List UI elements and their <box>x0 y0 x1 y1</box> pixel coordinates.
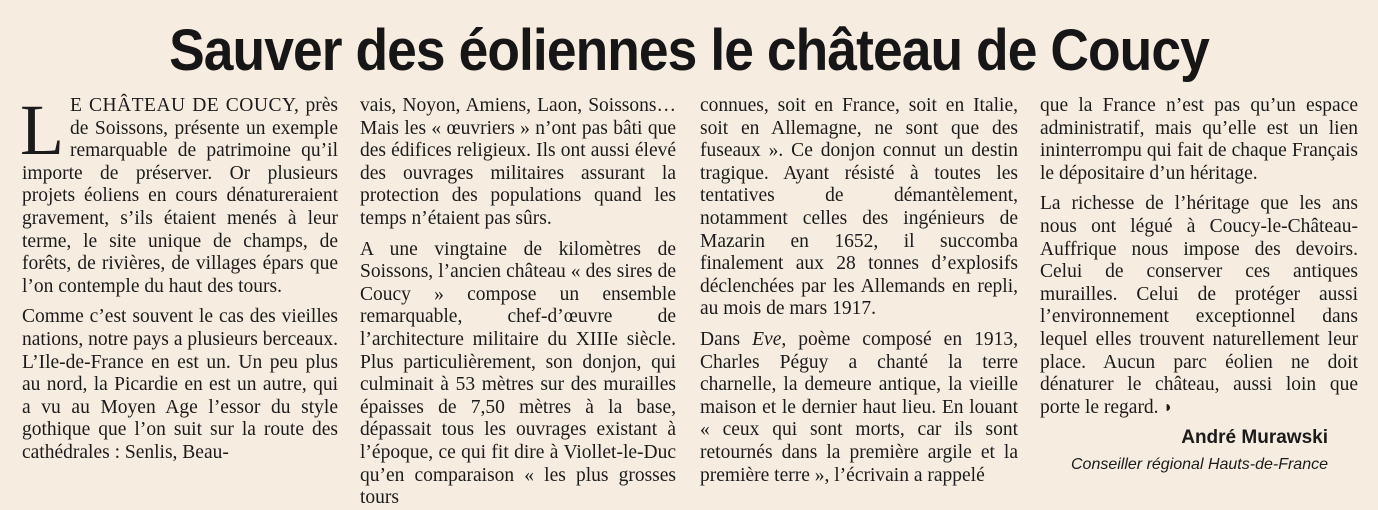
paragraph-1 <box>20 90 339 298</box>
paragraph-7: que la France n’est pas qu’un espace administratif, mais qu’elle est un lien ininterrompu qui fait de chaque Français le dépositaire d’un héritage. <box>1040 95 1358 184</box>
paragraph-5: connues, soit en France, soit en Italie, soit en Allemagne, ne sont que des fuseaux ». Ce donjon connut un destin tragique. Ayant résisté à toutes les tentatives de démantèlement, notamment celles des ingénieurs de Mazarin en 1652, il succomba finalement aux 28 tonnes d’explosifs déclenchées par les Allemands en repli, au mois de mars 1917. <box>700 95 1018 320</box>
article-column-1 <box>20 90 339 465</box>
paragraph-6-text: , poème composé en 1913, Charles Péguy a chanté la terre charnelle, la demeure antique, la vieille maison et le dernier haut lieu. En louant « ceux qui sont morts, car ils sont retournés dans la première argile et la première terre », l’écrivain a rappelé <box>700 328 1018 486</box>
paragraph-8-text: La richesse de l’héritage que les ans nous ont légué à Coucy-le-Château-Auffrique nous impose des devoirs. Celui de conserver ces antiques murailles. Celui de protéger aussi l’environnement exceptionnel dans lequel elles trouvent naturellement leur place. Aucun parc éolien ne doit dénaturer le château, aussi loin que porte le regard. <box>1040 193 1358 418</box>
article-column-2 <box>360 95 676 510</box>
drop-cap: L <box>20 90 64 170</box>
poem-title: Eve <box>752 328 782 350</box>
lead-in: E CHÂTEAU DE COUCY, <box>69 95 300 116</box>
article-headline: Sauver des éoliennes le château de Coucy <box>169 18 1209 83</box>
article-column-4 <box>1040 95 1358 420</box>
article-column-3 <box>700 95 1018 487</box>
paragraph-6-lead: Dans <box>700 328 753 350</box>
paragraph-3: vais, Noyon, Amiens, Laon, Soissons… Mais les « œuvriers » n’ont pas bâti que des édifices religieux. Ils ont aussi élevé des ouvrages militaires assurant la protection des populations quand les temps n’étaient pas sûrs. <box>360 95 676 229</box>
paragraph-4: A une vingtaine de kilomètres de Soissons, l’ancien château « des sires de Coucy » compose un ensemble remarquable, chef-d’œuvre de l’architecture militaire du XIIIe siècle. Plus particulièrement, son donjon, qui culminait à 53 mètres sur des murailles épaisses de 7,50 mètres à la base, dépassait tous les ouvrages existant à l’époque, ce qui fit dire à Viollet-le-Duc qu’en comparaison « les plus grosses tours <box>360 238 676 509</box>
paragraph-1-text: près de Soissons, présente un exemple remarquable de patrimoine qu’il importe de préserver. Or plusieurs projets éoliens en cours dénatureraient gravement, s’ils étaient menés à leur terme, le site unique de champs, de forêts, de rivières, de villages épars que l’on contemple du haut des tours. <box>22 95 339 297</box>
author-role: Conseiller régional Hauts-de-France <box>1070 456 1328 473</box>
paragraph-2: Comme c’est souvent le cas des vieilles nations, notre pays a plusieurs berceaux. L’Ile-de-France en est un. Un peu plus au nord, la Picardie en est un autre, qui a vu au Moyen Age l’essor du style gothique que l’on suit sur la route des cathédrales : Senlis, Beau- <box>22 306 338 463</box>
author-name: André Murawski <box>1181 427 1328 448</box>
end-mark-icon: ◗ <box>1163 398 1174 416</box>
paragraph-6 <box>700 329 1018 487</box>
paragraph-8 <box>1040 193 1358 419</box>
